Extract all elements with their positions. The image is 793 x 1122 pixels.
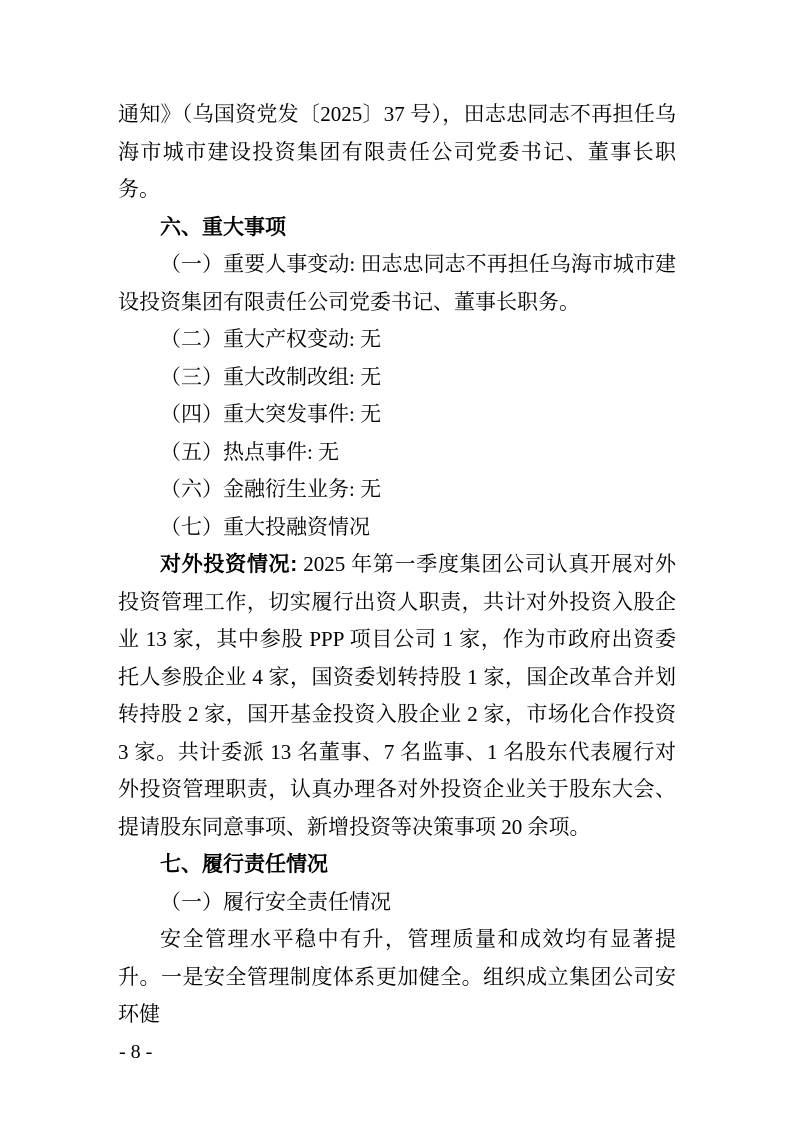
heading-responsibility: 七、履行责任情况 (160, 853, 328, 876)
paragraph-major-investment-financing: （七）重大投融资情况 (160, 514, 370, 539)
subheading-safety-responsibility: （一）履行安全责任情况 (160, 889, 391, 914)
paragraph-property-change: （二）重大产权变动: 无 (160, 327, 382, 351)
paragraph-hot-events: （五）热点事件: 无 (160, 439, 340, 464)
paragraph-personnel-change: （一）重要人事变动: 田志忠同志不再担任乌海市城市建设投资集团有限责任公司党委书记、董事长职务。 (118, 252, 676, 314)
paragraph-external-investment (118, 546, 676, 846)
paragraph-restructuring: （三）重大改制改组: 无 (160, 364, 382, 389)
document-content (118, 96, 676, 1034)
paragraph-continuation: 通知》（乌国资党发〔2025〕37 号），田志忠同志不再担任乌海市城市建设投资集团有限责任公司党委书记、董事长职务。 (118, 102, 676, 201)
paragraph-emergencies: （四）重大突发事件: 无 (160, 402, 382, 426)
paragraph-external-investment-lead: 对外投资情况: (160, 553, 298, 576)
paragraph-financial-derivatives: （六）金融衍生业务: 无 (160, 477, 382, 501)
paragraph-external-investment-body: 2025 年第一季度集团公司认真开展对外投资管理工作，切实履行出资人职责，共计对外投资入股企业 13 家，其中参股 PPP 项目公司 1 家，作为市政府出资委托人参股企业 4 家，国资委划转持股 1 家，国企改革合并划转持股 2 家，国开基金投资入股企业 2 家，市场化合作投资 3 家。共计委派 13 名董事、7 名监事、1 名股东代表履行对外投资管理职责，认真办理各对外投资企业关于股东大会、提请股东同意事项、新增投资等决策事项 20 余项。 (118, 552, 677, 839)
heading-major-events: 六、重大事项 (160, 215, 286, 239)
page-number: - 8 - (119, 1041, 153, 1063)
paragraph-safety-management: 安全管理水平稳中有升，管理质量和成效均有显著提升。一是安全管理制度体系更加健全。组织成立集团公司安环健 (118, 927, 676, 1026)
